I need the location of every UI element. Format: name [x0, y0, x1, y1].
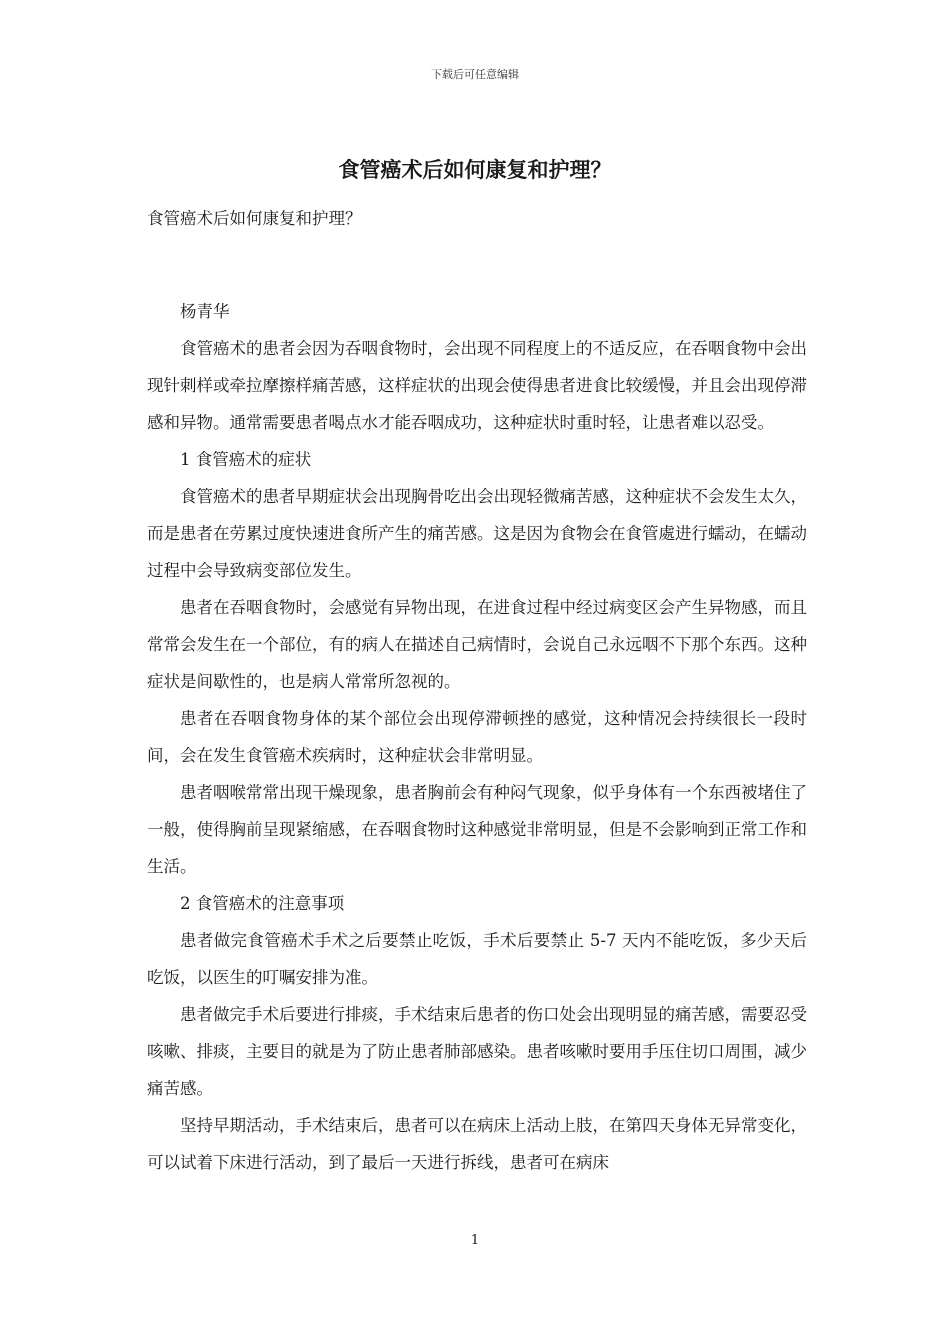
section-heading: 1 食管癌术的症状 — [180, 450, 312, 469]
paragraph: 食管癌术的患者会因为吞咽食物时，会出现不同程度上的不适反应，在吞咽食物中会出现针刺样或牵拉摩擦样痛苦感，这样症状的出现会使得患者进食比较缓慢，并且会出现停滞感和异物。通常需要患者喝点水才能吞咽成功，这种症状时重时轻，让患者难以忍受。 — [147, 339, 807, 432]
document-title: 食管癌术后如何康复和护理？ — [338, 158, 612, 182]
paragraph: 患者在吞咽食物身体的某个部位会出现停滞顿挫的感觉，这种情况会持续很长一段时间，会在发生食管癌术疾病时，这种症状会非常明显。 — [147, 709, 807, 765]
paragraph: 患者在吞咽食物时，会感觉有异物出现，在进食过程中经过病变区会产生异物感，而且常常会发生在一个部位，有的病人在描述自己病情时，会说自己永远咽不下那个东西。这种症状是间歇性的，也是病人常常所忽视的。 — [147, 598, 807, 691]
paragraph: 食管癌术的患者早期症状会出现胸骨吃出会出现轻微痛苦感，这种症状不会发生太久，而是患者在劳累过度快速进食所产生的痛苦感。这是因为食物会在食管處进行蠕动，在蠕动过程中会导致病变部位发生。 — [147, 487, 807, 580]
header-note: 下载后可任意编辑 — [431, 68, 519, 81]
document-body — [147, 200, 807, 1181]
page-number: 1 — [470, 1233, 480, 1248]
paragraph: 患者做完手术后要进行排痰，手术结束后患者的伤口处会出现明显的痛苦感，需要忍受咳嗽、排痰，主要目的就是为了防止患者肺部感染。患者咳嗽时要用手压住切口周围，减少痛苦感。 — [147, 1005, 807, 1098]
section-heading: 2 食管癌术的注意事项 — [180, 894, 345, 913]
paragraph: 坚持早期活动，手术结束后，患者可以在病床上活动上肢，在第四天身体无异常变化，可以试着下床进行活动，到了最后一天进行拆线，患者可在病床 — [147, 1116, 807, 1172]
paragraph: 患者咽喉常常出现干燥现象，患者胸前会有种闷气现象，似乎身体有一个东西被堵住了一般，使得胸前呈现紧缩感，在吞咽食物时这种感觉非常明显，但是不会影响到正常工作和生活。 — [147, 783, 807, 876]
paragraph: 患者做完食管癌术手术之后要禁止吃饭，手术后要禁止 5-7 天内不能吃饭，多少天后吃饭，以医生的叮嘱安排为准。 — [147, 931, 807, 987]
author-line: 杨青华 — [180, 302, 230, 321]
blank-line — [147, 237, 807, 274]
subtitle-line: 食管癌术后如何康复和护理？ — [147, 209, 362, 228]
